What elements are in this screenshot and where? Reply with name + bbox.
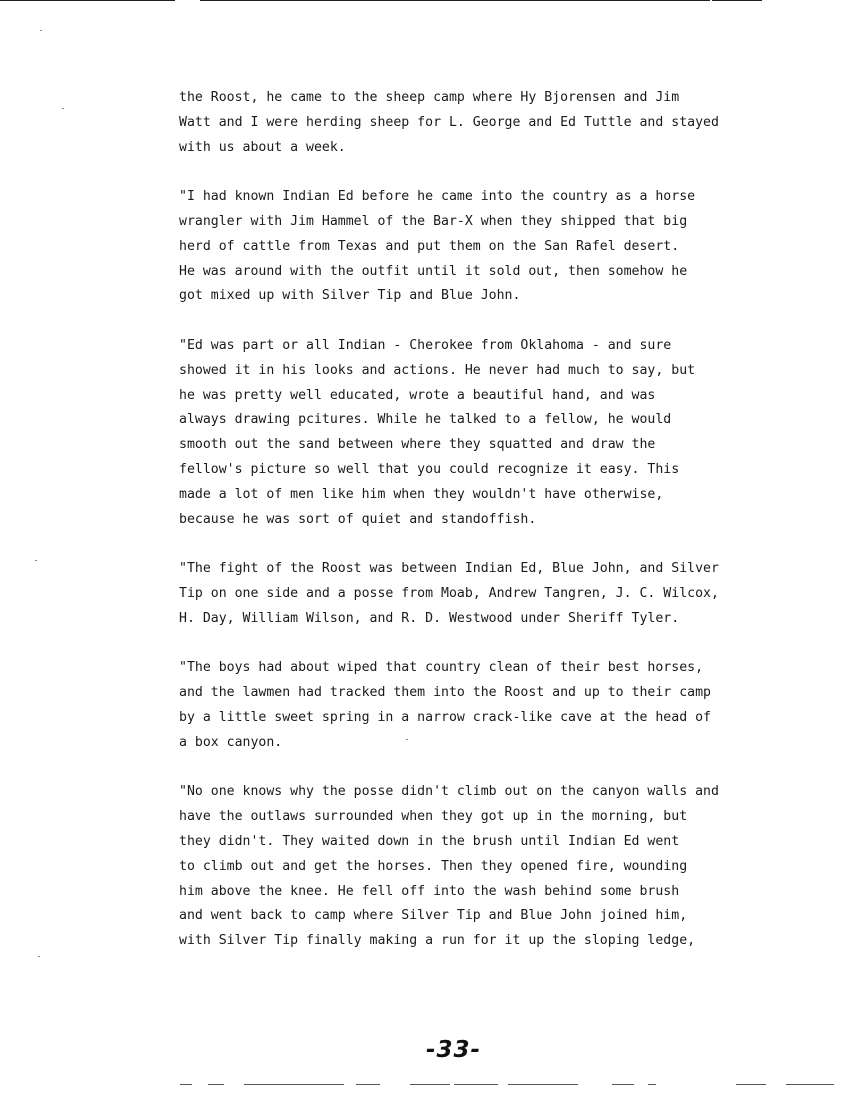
bottom-scan-rule bbox=[208, 1084, 224, 1085]
bottom-scan-rule bbox=[648, 1084, 656, 1085]
paragraph: "The fight of the Roost was between Indian Ed, Blue John, and Silver Tip on one side and a posse from Moab, Andrew Tangren, J. C. Wilcox, H. Day, William Wilson, and R. D. Westwood under Sheriff Tyler. bbox=[179, 561, 719, 626]
scan-speck bbox=[38, 956, 40, 957]
bottom-scan-rule bbox=[356, 1084, 380, 1085]
scan-speck bbox=[62, 108, 64, 109]
bottom-scan-rule bbox=[454, 1084, 498, 1085]
scan-speck bbox=[35, 560, 37, 561]
top-scan-rule bbox=[200, 0, 710, 1]
bottom-scan-rule bbox=[410, 1084, 450, 1085]
bottom-scan-rule bbox=[786, 1084, 834, 1085]
scan-speck bbox=[40, 30, 42, 31]
bottom-scan-rule bbox=[508, 1084, 578, 1085]
bottom-scan-rule bbox=[244, 1084, 344, 1085]
bottom-scan-rule bbox=[736, 1084, 766, 1085]
paragraph: "No one knows why the posse didn't climb out on the canyon walls and have the outlaws surrounded when they got up in the morning, but they didn't. They waited down in the brush until Indian Ed went to climb out and get the horses. Then they opened fire, wounding him above the knee. He fell off into the wash behind some brush and went back to camp where Silver Tip and Blue John joined him, with Silver Tip finally making a run for it up the sloping ledge, bbox=[179, 784, 719, 949]
paragraph: "Ed was part or all Indian - Cherokee from Oklahoma - and sure showed it in his looks and actions. He never had much to say, but he was pretty well educated, wrote a beautiful hand, and was always drawing pcitures. While he talked to a fellow, he would smooth out the sand between where they squatted and draw the fellow's picture so well that you could recognize it easy. This made a lot of men like him when they wouldn't have otherwise, because he was sort of quiet and standoffish. bbox=[179, 337, 696, 527]
page-number: -33- bbox=[426, 1037, 482, 1063]
bottom-scan-rule bbox=[612, 1084, 634, 1085]
top-scan-rule bbox=[0, 0, 175, 1]
top-scan-rule bbox=[712, 0, 762, 1]
body-text bbox=[179, 86, 779, 979]
bottom-scan-rule bbox=[180, 1084, 192, 1085]
paragraph: the Roost, he came to the sheep camp where Hy Bjorensen and Jim Watt and I were herding sheep for L. George and Ed Tuttle and stayed with us about a week. bbox=[179, 90, 719, 155]
paragraph: "I had known Indian Ed before he came into the country as a horse wrangler with Jim Hammel of the Bar-X when they shipped that big herd of cattle from Texas and put them on the San Rafel desert. He was around with the outfit until it sold out, then somehow he got mixed up with Silver Tip and Blue John. bbox=[179, 189, 696, 304]
paragraph: "The boys had about wiped that country clean of their best horses, and the lawmen had tracked them into the Roost and up to their camp by a little sweet spring in a narrow crack-like cave at the head of a box canyon. bbox=[179, 660, 711, 750]
